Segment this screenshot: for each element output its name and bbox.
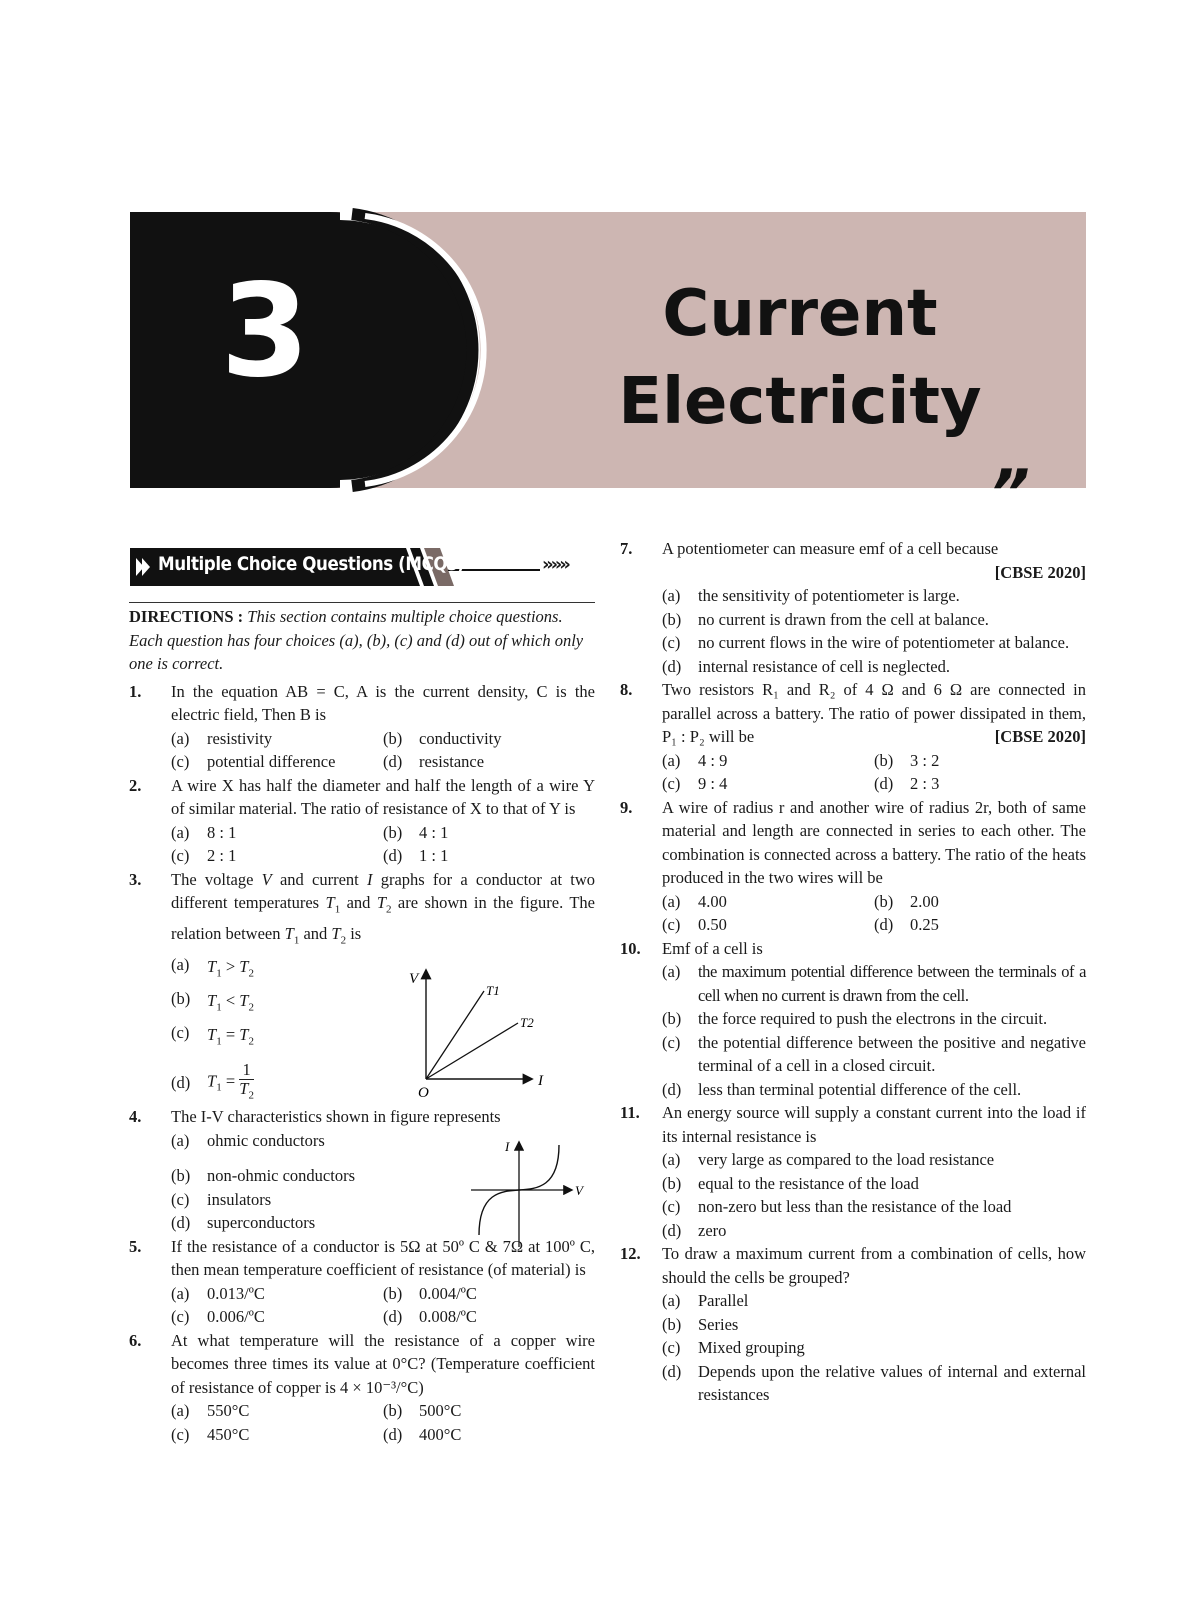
option-d[interactable]: (d) internal resistance of cell is neglected. <box>662 656 950 676</box>
quote-mark-icon: ” <box>979 457 1037 531</box>
right-column <box>620 537 1086 1407</box>
option-d[interactable]: (d) superconductors <box>171 1213 316 1233</box>
option-a[interactable]: (a) 4 : 9 <box>662 750 728 770</box>
question-5 <box>129 1235 595 1329</box>
question-7 <box>620 537 1086 678</box>
option-a[interactable]: (a) the sensitivity of potentiometer is large. <box>662 586 960 605</box>
y-axis-label: I <box>505 1138 510 1154</box>
option-d[interactable]: (d) less than terminal potential difference of the cell. <box>662 1079 1022 1099</box>
option-c[interactable]: (c) potential difference <box>171 752 336 771</box>
question-number: 3. <box>129 869 142 889</box>
question-text: The voltage V and current I graphs for a conductor at two different temperatures $T_1$ and $T_2$ are shown in the figure. The relation between $T_1$ and $T_2$ is <box>171 869 596 947</box>
question-9 <box>620 796 1086 937</box>
question-number: 12. <box>620 1244 641 1263</box>
directions-heading: DIRECTIONS : <box>129 607 244 626</box>
option-c[interactable]: (c) insulators <box>171 1189 272 1209</box>
option-a[interactable]: (a) 8 : 1 <box>171 822 237 842</box>
option-b[interactable]: (b) Series <box>662 1314 739 1334</box>
question-text: If the resistance of a conductor is 5Ω at 50º C & 7Ω at 100º C, then mean temperature coefficient of resistance (of material) is <box>171 1236 595 1280</box>
option-a[interactable]: (a) the maximum potential difference between the terminals of a cell when no current is drawn from the cell. <box>662 962 1086 1005</box>
option-b[interactable]: (b) 500°C <box>383 1401 462 1421</box>
option-d[interactable]: (d) $T_1$ = $\frac{1}{T_2}$ <box>171 1060 254 1102</box>
option-a[interactable]: (a) very large as compared to the load resistance <box>662 1150 995 1169</box>
option-c[interactable]: (c) the potential difference between the positive and negative terminal of a cell in a closed circuit. <box>662 1032 1086 1075</box>
option-b[interactable]: (b) 0.004/ºC <box>383 1283 477 1303</box>
origin-label: O <box>418 1084 429 1101</box>
question-number: 8. <box>620 680 633 699</box>
question-number: 1. <box>129 681 142 701</box>
option-b[interactable]: (b) 2.00 <box>874 891 939 911</box>
question-11 <box>620 1101 1086 1242</box>
question-text: A potentiometer can measure emf of a cell because [CBSE 2020] <box>662 537 1086 584</box>
option-a[interactable]: (a) $T_1 > T_2$ <box>171 954 254 979</box>
option-a[interactable]: (a) 4.00 <box>662 891 727 911</box>
question-12 <box>620 1242 1086 1407</box>
question-text: To draw a maximum current from a combination of cells, how should the cells be grouped? <box>662 1244 1086 1287</box>
question-number: 9. <box>620 797 633 817</box>
question-1 <box>129 680 595 774</box>
option-b[interactable]: (b) the force required to push the electrons in the circuit. <box>662 1009 1048 1028</box>
option-c[interactable]: (c) 450°C <box>171 1424 250 1444</box>
options <box>171 953 595 1106</box>
chapter-title <box>540 270 1060 446</box>
options <box>662 890 1086 937</box>
option-a[interactable]: (a) resistivity <box>171 728 273 748</box>
x-axis-label: I <box>538 1072 543 1089</box>
option-c[interactable]: (c) no current flows in the wire of potentiometer at balance. <box>662 633 1070 652</box>
option-b[interactable]: (b) $T_1 < T_2$ <box>171 988 254 1014</box>
option-b[interactable]: (b) equal to the resistance of the load <box>662 1173 919 1193</box>
option-a[interactable]: (a) 550°C <box>171 1401 250 1421</box>
question-text: A wire X has half the diameter and half the length of a wire Y of similar material. The ratio of resistance of X to that of Y is <box>171 775 595 818</box>
option-d[interactable]: (d) 0.008/ºC <box>383 1307 477 1327</box>
option-d[interactable]: (d) zero <box>662 1220 727 1240</box>
question-number: 10. <box>620 938 641 958</box>
option-d[interactable]: (d) Depends upon the relative values of internal and external resistances <box>662 1361 1086 1404</box>
option-b[interactable]: (b) conductivity <box>383 728 502 748</box>
question-6 <box>129 1329 595 1447</box>
chapter-title-line1: Current <box>662 277 938 351</box>
question-text: A wire of radius r and another wire of radius 2r, both of same material and length are connected in series to each other. The combination is connected across a battery. The ratio of the heats produced in the two wires will be <box>662 797 1086 887</box>
question-text: Two resistors R₁ and R₂ of 4 Ω and 6 Ω are connected in parallel across a battery. The ratio of power dissipated in them, P₁ : P₂ will be [CBSE 2020] <box>662 678 1086 749</box>
question-number: 11. <box>620 1103 640 1122</box>
option-a[interactable]: (a) Parallel <box>662 1291 749 1310</box>
line-t1-label: T1 <box>486 982 500 998</box>
question-number: 6. <box>129 1330 142 1350</box>
option-b[interactable]: (b) non-ohmic conductors <box>171 1166 356 1186</box>
question-8 <box>620 678 1086 796</box>
option-c[interactable]: (c) Mixed grouping <box>662 1338 805 1357</box>
options <box>171 1399 595 1446</box>
option-b[interactable]: (b) 4 : 1 <box>383 822 449 842</box>
option-c[interactable]: (c) non-zero but less than the resistance of the load <box>662 1197 1012 1216</box>
question-number: 4. <box>129 1107 142 1127</box>
question-10 <box>620 937 1086 1102</box>
options <box>662 1289 1086 1407</box>
options <box>662 584 1086 678</box>
question-text: At what temperature will the resistance of a copper wire becomes three times its value at 0°C? (Temperature coefficient of resistance of copper is 4 × 10⁻³/°C) <box>171 1330 595 1397</box>
question-number: 2. <box>129 775 142 795</box>
options <box>171 727 595 774</box>
option-c[interactable]: (c) $T_1 = T_2$ <box>171 1023 254 1048</box>
option-c[interactable]: (c) 0.006/ºC <box>171 1307 265 1327</box>
options <box>662 749 1086 796</box>
line-t2-label: T2 <box>520 1014 534 1030</box>
vi-graph-figure <box>406 961 551 1101</box>
question-2 <box>129 774 595 868</box>
option-c[interactable]: (c) 0.50 <box>662 915 727 934</box>
question-text: An energy source will supply a constant current into the load if its internal resistance is <box>662 1103 1086 1146</box>
options <box>171 1282 595 1329</box>
directions <box>129 602 595 676</box>
question-number: 5. <box>129 1236 142 1256</box>
option-d[interactable]: (d) 1 : 1 <box>383 846 449 865</box>
option-d[interactable]: (d) 0.25 <box>874 915 939 934</box>
section-arrows-icon: »»» <box>542 554 568 575</box>
question-text: The I-V characteristics shown in figure represents <box>171 1107 501 1127</box>
options <box>171 821 595 868</box>
section-title: Multiple Choice Questions (MCQs) <box>158 553 464 575</box>
options <box>171 1129 595 1235</box>
source-tag: [CBSE 2020] <box>994 562 1086 582</box>
option-b[interactable]: (b) no current is drawn from the cell at balance. <box>662 609 989 629</box>
source-tag: [CBSE 2020] <box>994 727 1086 746</box>
option-d[interactable]: (d) 400°C <box>383 1424 462 1444</box>
options <box>662 960 1086 1101</box>
question-4 <box>129 1105 595 1235</box>
option-c[interactable]: (c) 9 : 4 <box>662 774 728 793</box>
option-d[interactable]: (d) resistance <box>383 752 485 771</box>
left-column <box>129 602 595 1446</box>
option-b[interactable]: (b) 3 : 2 <box>874 750 940 770</box>
chapter-title-line2: Electricity <box>618 365 982 439</box>
question-text: Emf of a cell is <box>662 938 763 958</box>
option-c[interactable]: (c) 2 : 1 <box>171 846 237 865</box>
y-axis-label: V <box>409 970 419 987</box>
chapter-number: 3 <box>220 257 310 406</box>
options <box>662 1148 1086 1242</box>
question-number: 7. <box>620 539 633 558</box>
option-d[interactable]: (d) 2 : 3 <box>874 774 940 793</box>
x-axis-label: V <box>575 1182 583 1198</box>
option-a[interactable]: (a) ohmic conductors <box>171 1130 325 1150</box>
question-3 <box>129 868 595 1106</box>
option-a[interactable]: (a) 0.013/ºC <box>171 1283 265 1303</box>
directions-text: This section contains multiple choice questions. Each question has four choices (a), (b), (c) and (d) out of which only one is correct. <box>129 607 584 673</box>
question-text: In the equation AB = C, A is the current density, C is the electric field, Then B is <box>171 681 595 724</box>
